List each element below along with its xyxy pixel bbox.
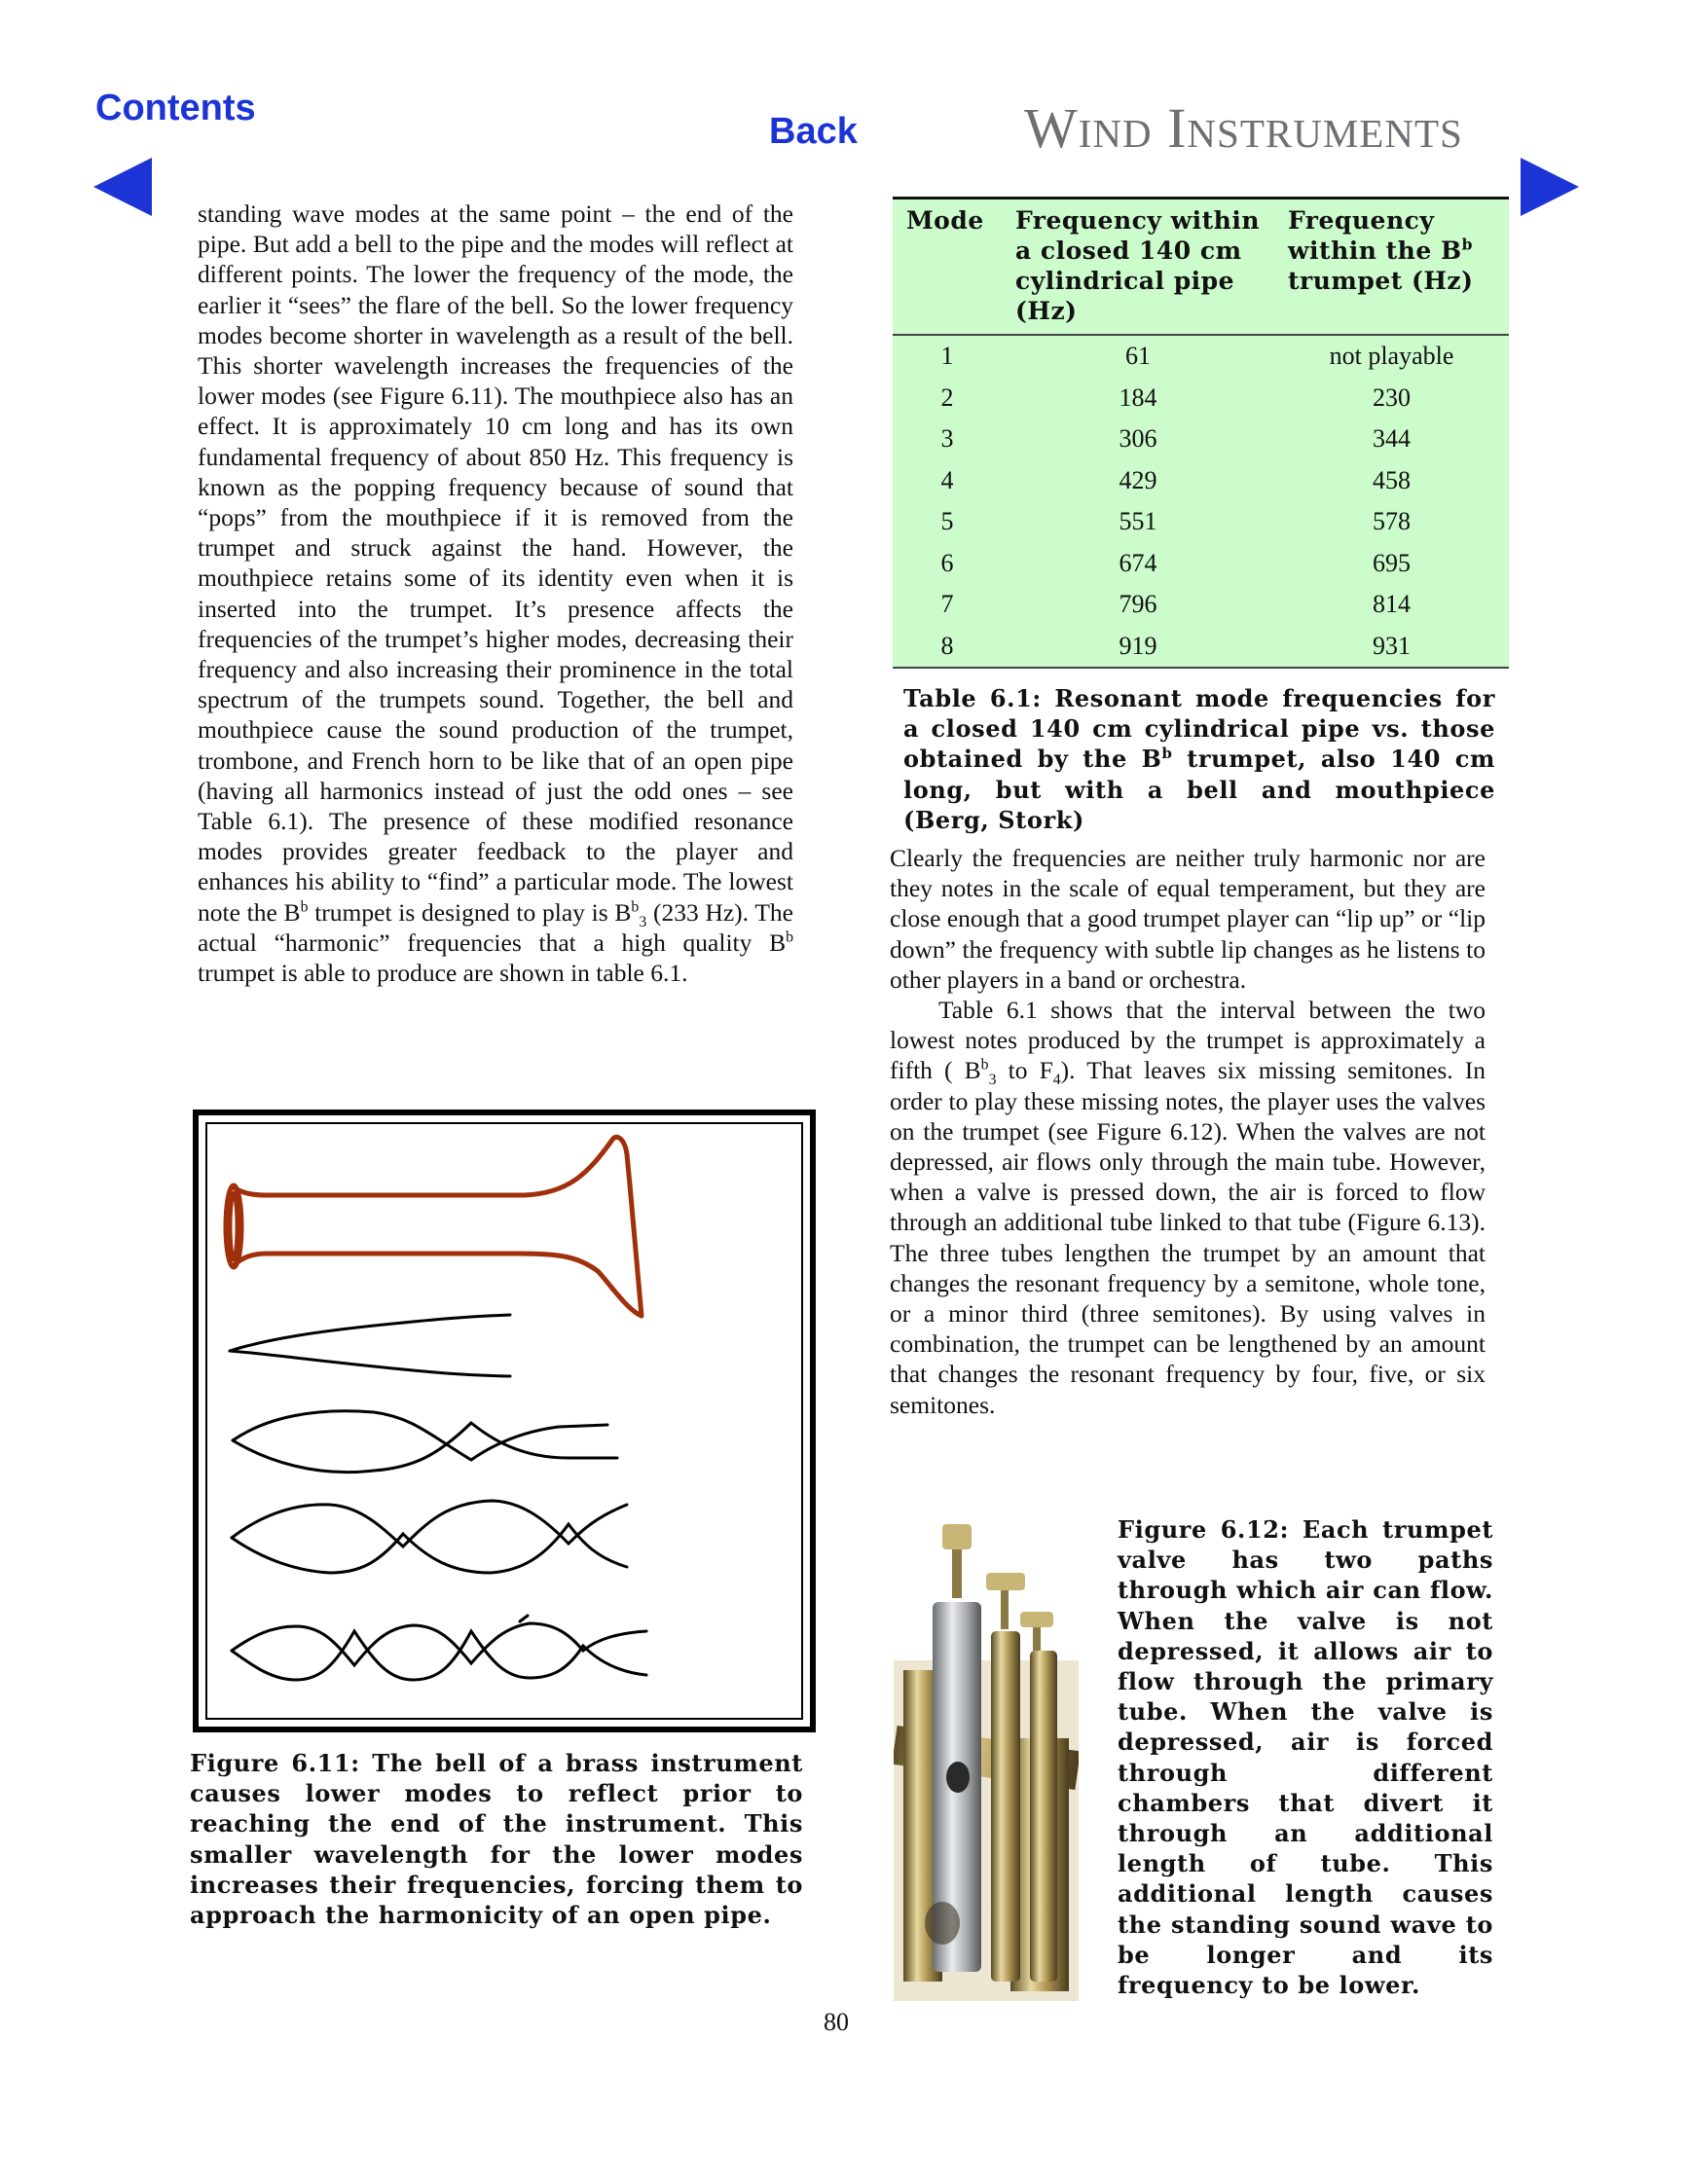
page-number: 80: [824, 2008, 849, 2036]
header-trumpet: [1274, 199, 1509, 336]
flat-symbol: b: [1461, 235, 1473, 254]
cell-pipe: 796: [1119, 590, 1157, 619]
table-row: [893, 460, 1509, 502]
page-header-title: Wind Instruments: [1024, 96, 1463, 160]
cell-trumpet: 814: [1373, 590, 1411, 619]
figure-6-11: [193, 1110, 816, 1732]
right-paragraph-part: to F: [996, 1056, 1053, 1085]
header-pipe: Frequency within a closed 140 cm cylindrical pipe (Hz): [1015, 206, 1260, 325]
left-paragraph: [198, 199, 793, 988]
cell-mode: 7: [940, 590, 954, 619]
cell-trumpet: 458: [1373, 465, 1411, 494]
right-paragraph-1: Clearly the frequencies are neither truly harmonic nor are they notes in the scale of equal temperament, but they are close enough that a good trumpet player can “lip up” or “lip down” the frequency with subtle lip changes as he listens to other players in a band or orchestra.: [890, 844, 1486, 994]
cell-mode: 4: [940, 465, 954, 494]
table-row: [893, 419, 1509, 460]
left-paragraph-part: trumpet is designed to play is B: [308, 897, 632, 927]
left-paragraph-part: standing wave modes at the same point – the end of the pipe. But add a bell to the pipe and the modes will reflect at different points. The lower the frequency of the mode, the earlier it “sees” the flare of the bell. So the lower frequency modes become shorter in wavelength as a result of the bell. This shorter wavelength increases the frequencies of the lower modes (see Figure 6.11). The mouthpiece also has an effect. It is approximately 10 cm long and has its own fundamental frequency of about 850 Hz. This frequency is known as the popping frequency because of sound that “pops” from the mouthpiece if it is removed from the trumpet and struck against the hand. However, the mouthpiece retains some of its identity even when it is inserted into the trumpet. It’s presence affects the frequencies of the trumpet’s higher modes, decreasing their frequency and also increasing their prominence in the total spectrum of the trumpets sound. Together, the bell and mouthpiece cause the sound production of the trumpet, trombone, and French horn to be like that of an open pipe (having all harmonics instead of just the odd ones – see Table 6.1). The presence of these modified resonance modes provides greater feedback to the player and enhances his ability to “find” a particular mode. The lowest note the B: [198, 200, 793, 927]
table-row: [893, 543, 1509, 585]
left-paragraph-part: (233 Hz). The actual “harmonic” frequencies that a high quality B: [198, 897, 793, 957]
table-row: [893, 335, 1509, 378]
right-paragraph-part: Table 6.1 shows that the interval between the two lowest notes produced by the trumpet is approximately a fifth ( B: [890, 996, 1486, 1085]
cell-pipe: 306: [1119, 424, 1157, 454]
cell-pipe: 184: [1119, 382, 1157, 412]
cell-trumpet: 695: [1373, 548, 1411, 577]
mode-4-wave: [232, 1616, 646, 1680]
flat-symbol: b: [1161, 745, 1173, 763]
table-header-row: [893, 199, 1509, 336]
cell-trumpet: not playable: [1329, 342, 1454, 371]
cell-mode: 8: [940, 631, 954, 660]
right-paragraph-2: [890, 995, 1486, 1420]
flat-symbol: b: [300, 898, 309, 916]
table-row: [893, 501, 1509, 543]
table-row: [893, 626, 1509, 669]
right-arrow-icon[interactable]: [1519, 156, 1581, 218]
mode-2-wave: [233, 1411, 617, 1473]
back-link[interactable]: Back: [769, 111, 858, 152]
right-paragraph-part: ). That leaves six missing semitones. In order to play these missing notes, the player uses the valves on the trumpet (see Figure 6.12). When the valves are not depressed, air flows only through the main tube. However, when a valve is pressed down, the air is forced to flow through an additional tube linked to that tube (Figure 6.13). The three tubes lengthen the trumpet by an amount that changes the resonant frequency by a semitone, whole tone, or a minor third (three semitones). By using valves in combination, the trumpet can be lengthened by an amount that changes the resonant frequency by four, five, or six semitones.: [890, 1056, 1486, 1419]
cell-mode: 1: [940, 342, 954, 371]
header-trumpet-text: Frequency within the B: [1288, 206, 1462, 265]
standing-wave-diagram: [199, 1115, 810, 1727]
flat-symbol: b: [980, 1056, 989, 1074]
left-arrow-icon[interactable]: [92, 156, 154, 218]
cell-pipe: 674: [1119, 548, 1157, 577]
header-trumpet-text: trumpet (Hz): [1288, 267, 1474, 295]
right-column-text: [890, 843, 1486, 1420]
cell-pipe: 61: [1125, 342, 1151, 371]
contents-link[interactable]: Contents: [95, 88, 256, 128]
figure-6-11-caption: Figure 6.11: The bell of a brass instrument causes lower modes to reflect prior to reaching the end of the instrument. This smaller wavelength for the lower modes increases their frequencies, forcing them to approach the harmonicity of an open pipe.: [190, 1749, 803, 1930]
trumpet-valve-photo: [894, 1514, 1079, 2001]
table-6-1: [893, 197, 1509, 669]
bell-outline: [226, 1137, 642, 1316]
cell-mode: 3: [940, 424, 954, 454]
table-6-1-caption: [903, 683, 1495, 835]
mode-1-wave: [230, 1315, 510, 1376]
cell-trumpet: 230: [1373, 382, 1411, 412]
left-paragraph-part: trumpet is able to produce are shown in table 6.1.: [198, 959, 688, 988]
cell-pipe: 919: [1119, 631, 1157, 660]
cell-mode: 5: [940, 507, 954, 536]
cell-pipe: 551: [1119, 507, 1157, 536]
header-mode: Mode: [906, 206, 984, 235]
table-caption-text: Table 6.1: Resonant mode frequencies for a closed 140 cm cylindrical pipe vs. those obtained by the B: [903, 684, 1495, 774]
frequency-table: [893, 197, 1509, 669]
table-row: [893, 584, 1509, 626]
cell-trumpet: 344: [1373, 424, 1411, 454]
cell-trumpet: 931: [1373, 631, 1411, 660]
figure-6-12-caption: Figure 6.12: Each trumpet valve has two paths through which air can flow. When the valve is not depressed, it allows air to flow through the primary tube. When the valve is depressed, air is forced through different chambers that divert it through an additional length of tube. This additional length causes the standing sound wave to be longer and its frequency to be lower.: [1118, 1515, 1493, 2000]
cell-mode: 6: [940, 548, 954, 577]
flat-symbol: b: [786, 928, 793, 946]
left-column-text: [198, 199, 793, 988]
table-caption-text: trumpet, also 140 cm long, but with a bell and mouthpiece (Berg, Stork): [903, 745, 1495, 834]
octave-subscript: 3: [988, 1072, 997, 1089]
octave-subscript: 3: [639, 913, 647, 930]
table-row: [893, 378, 1509, 419]
cell-pipe: 429: [1119, 465, 1157, 494]
cell-mode: 2: [940, 382, 954, 412]
flat-symbol: b: [631, 898, 640, 916]
octave-subscript: 4: [1052, 1072, 1061, 1089]
mode-3-wave: [232, 1501, 627, 1573]
cell-trumpet: 578: [1373, 507, 1411, 536]
